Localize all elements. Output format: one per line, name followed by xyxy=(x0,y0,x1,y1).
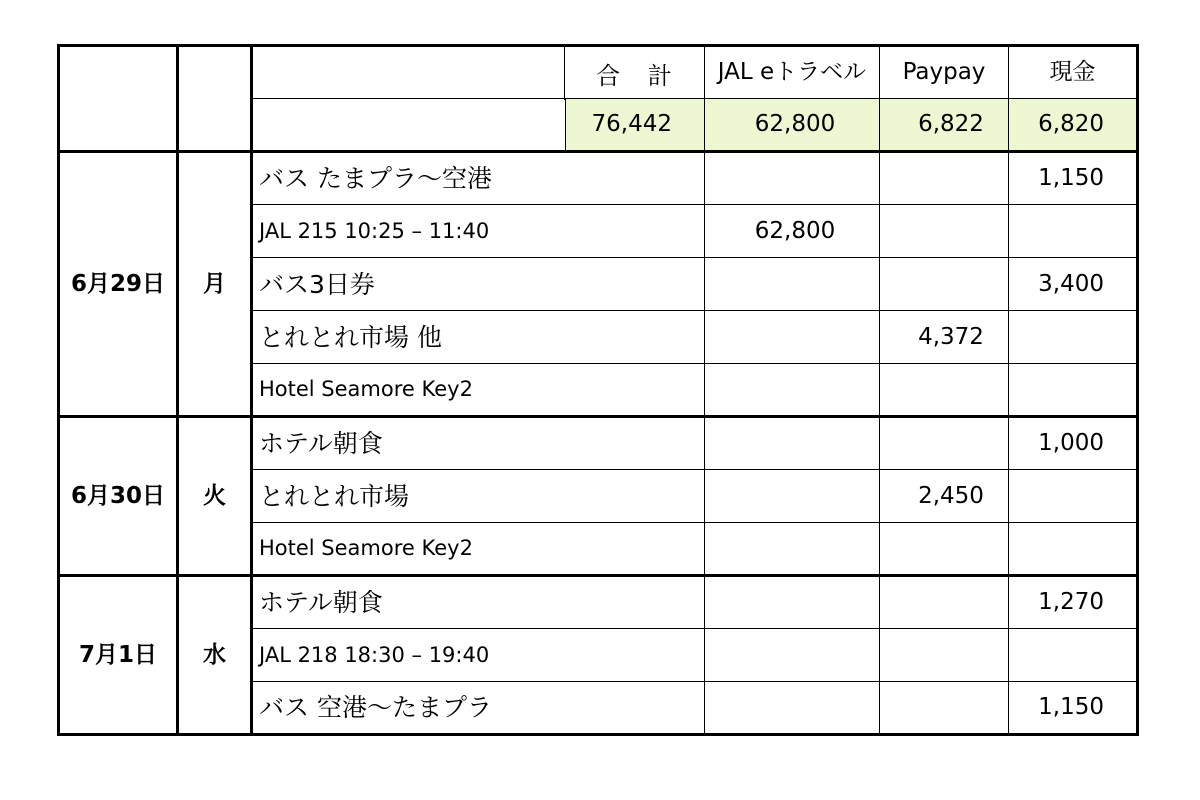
jal-amount xyxy=(705,629,880,682)
jal-amount xyxy=(705,258,880,311)
table-row xyxy=(59,417,1138,470)
paypay-amount xyxy=(880,682,1009,735)
total-cash: 6,820 xyxy=(1009,99,1138,152)
jal-amount xyxy=(705,311,880,364)
date-cell: 7月1日 xyxy=(59,576,178,735)
expense-table xyxy=(57,44,1139,736)
total-jal: 62,800 xyxy=(705,99,880,152)
header-cash: 現金 xyxy=(1009,46,1138,99)
jal-amount xyxy=(705,523,880,576)
weekday-cell: 火 xyxy=(178,417,252,576)
table-row xyxy=(59,576,1138,629)
total-sum: 76,442 xyxy=(566,99,705,152)
paypay-amount xyxy=(880,258,1009,311)
item-description: バス3日券 xyxy=(252,258,705,311)
item-description: Hotel Seamore Key2 xyxy=(252,364,705,417)
header-paypay: Paypay xyxy=(880,46,1009,99)
jal-amount xyxy=(705,682,880,735)
item-description: とれとれ市場 他 xyxy=(252,311,705,364)
cash-amount: 1,270 xyxy=(1009,576,1138,629)
weekday-cell: 水 xyxy=(178,576,252,735)
weekday-cell: 月 xyxy=(178,152,252,417)
paypay-amount xyxy=(880,629,1009,682)
cash-amount xyxy=(1009,629,1138,682)
jal-amount: 62,800 xyxy=(705,205,880,258)
header-jal: JAL eトラベル xyxy=(705,46,880,99)
item-description: バス たまプラ〜空港 xyxy=(252,152,705,205)
item-description: ホテル朝食 xyxy=(252,417,705,470)
item-description: Hotel Seamore Key2 xyxy=(252,523,705,576)
jal-amount xyxy=(705,470,880,523)
paypay-amount: 2,450 xyxy=(880,470,1009,523)
header-date-cell xyxy=(59,46,178,152)
item-description: JAL 218 18:30 – 19:40 xyxy=(252,629,705,682)
header-total: 合 計 xyxy=(564,47,703,100)
paypay-amount xyxy=(880,152,1009,205)
paypay-amount xyxy=(880,523,1009,576)
cash-amount xyxy=(1009,470,1138,523)
paypay-amount: 4,372 xyxy=(880,311,1009,364)
item-description: ホテル朝食 xyxy=(252,576,705,629)
jal-amount xyxy=(705,364,880,417)
cash-amount: 1,150 xyxy=(1009,682,1138,735)
cash-amount xyxy=(1009,523,1138,576)
cash-amount xyxy=(1009,205,1138,258)
cash-amount: 1,000 xyxy=(1009,417,1138,470)
cash-amount: 1,150 xyxy=(1009,152,1138,205)
cash-amount xyxy=(1009,311,1138,364)
item-description: JAL 215 10:25 – 11:40 xyxy=(252,205,705,258)
header-dow-cell xyxy=(178,46,252,152)
paypay-amount xyxy=(880,205,1009,258)
cash-amount: 3,400 xyxy=(1009,258,1138,311)
item-description: バス 空港〜たまプラ xyxy=(252,682,705,735)
paypay-amount xyxy=(880,364,1009,417)
paypay-amount xyxy=(880,576,1009,629)
date-cell: 6月30日 xyxy=(59,417,178,576)
total-paypay: 6,822 xyxy=(880,99,1009,152)
date-cell: 6月29日 xyxy=(59,152,178,417)
jal-amount xyxy=(705,152,880,205)
jal-amount xyxy=(705,576,880,629)
cash-amount xyxy=(1009,364,1138,417)
jal-amount xyxy=(705,417,880,470)
table-row xyxy=(59,152,1138,205)
totals-desc-cell xyxy=(252,99,566,152)
paypay-amount xyxy=(880,417,1009,470)
item-description: とれとれ市場 xyxy=(252,470,705,523)
